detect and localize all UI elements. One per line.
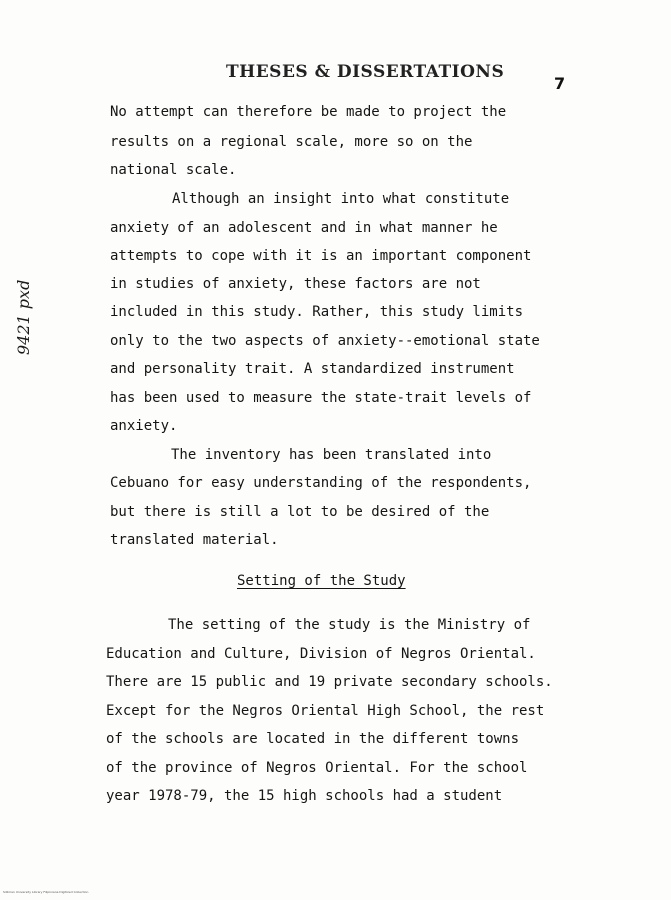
text-line: included in this study. Rather, this study limits	[110, 304, 524, 320]
footer-text: Silliman University Library Filipiniana Digitized Collection	[3, 890, 89, 894]
text-line: year 1978-79, the 15 high schools had a student	[106, 788, 503, 804]
text-line: national scale.	[110, 162, 237, 178]
text-line: anxiety.	[110, 418, 178, 434]
text-line: Except for the Negros Oriental High School, the rest	[106, 703, 545, 719]
text-line: There are 15 public and 19 private secondary schools.	[106, 674, 553, 690]
text-line: has been used to measure the state-trait levels of	[110, 390, 532, 406]
text-line: and personality trait. A standardized instrument	[110, 361, 515, 377]
text-line: The setting of the study is the Ministry of	[168, 617, 531, 633]
text-line: Although an insight into what constitute	[172, 191, 510, 207]
text-line: but there is still a lot to be desired of the	[110, 504, 490, 520]
text-line: in studies of anxiety, these factors are not	[110, 276, 481, 292]
text-line: results on a regional scale, more so on the	[110, 134, 473, 150]
handwritten-margin-note: 9421 pxd	[14, 279, 33, 355]
text-line: The inventory has been translated into	[171, 447, 492, 463]
text-line: translated material.	[110, 532, 279, 548]
text-line: Cebuano for easy understanding of the respondents,	[110, 475, 532, 491]
text-line: only to the two aspects of anxiety--emotional state	[110, 333, 540, 349]
text-line: of the schools are located in the different towns	[106, 731, 520, 747]
section-heading: Setting of the Study	[237, 573, 406, 589]
theses-dissertations-stamp: THESES & DISSERTATIONS	[226, 62, 505, 82]
page-number: 7	[554, 74, 566, 93]
text-line: anxiety of an adolescent and in what manner he	[110, 220, 498, 236]
text-line: attempts to cope with it is an important component	[110, 248, 532, 264]
text-line: of the province of Negros Oriental. For the school	[106, 760, 528, 776]
text-line: Education and Culture, Division of Negros Oriental.	[106, 646, 536, 662]
text-line: No attempt can therefore be made to project the	[110, 104, 507, 120]
